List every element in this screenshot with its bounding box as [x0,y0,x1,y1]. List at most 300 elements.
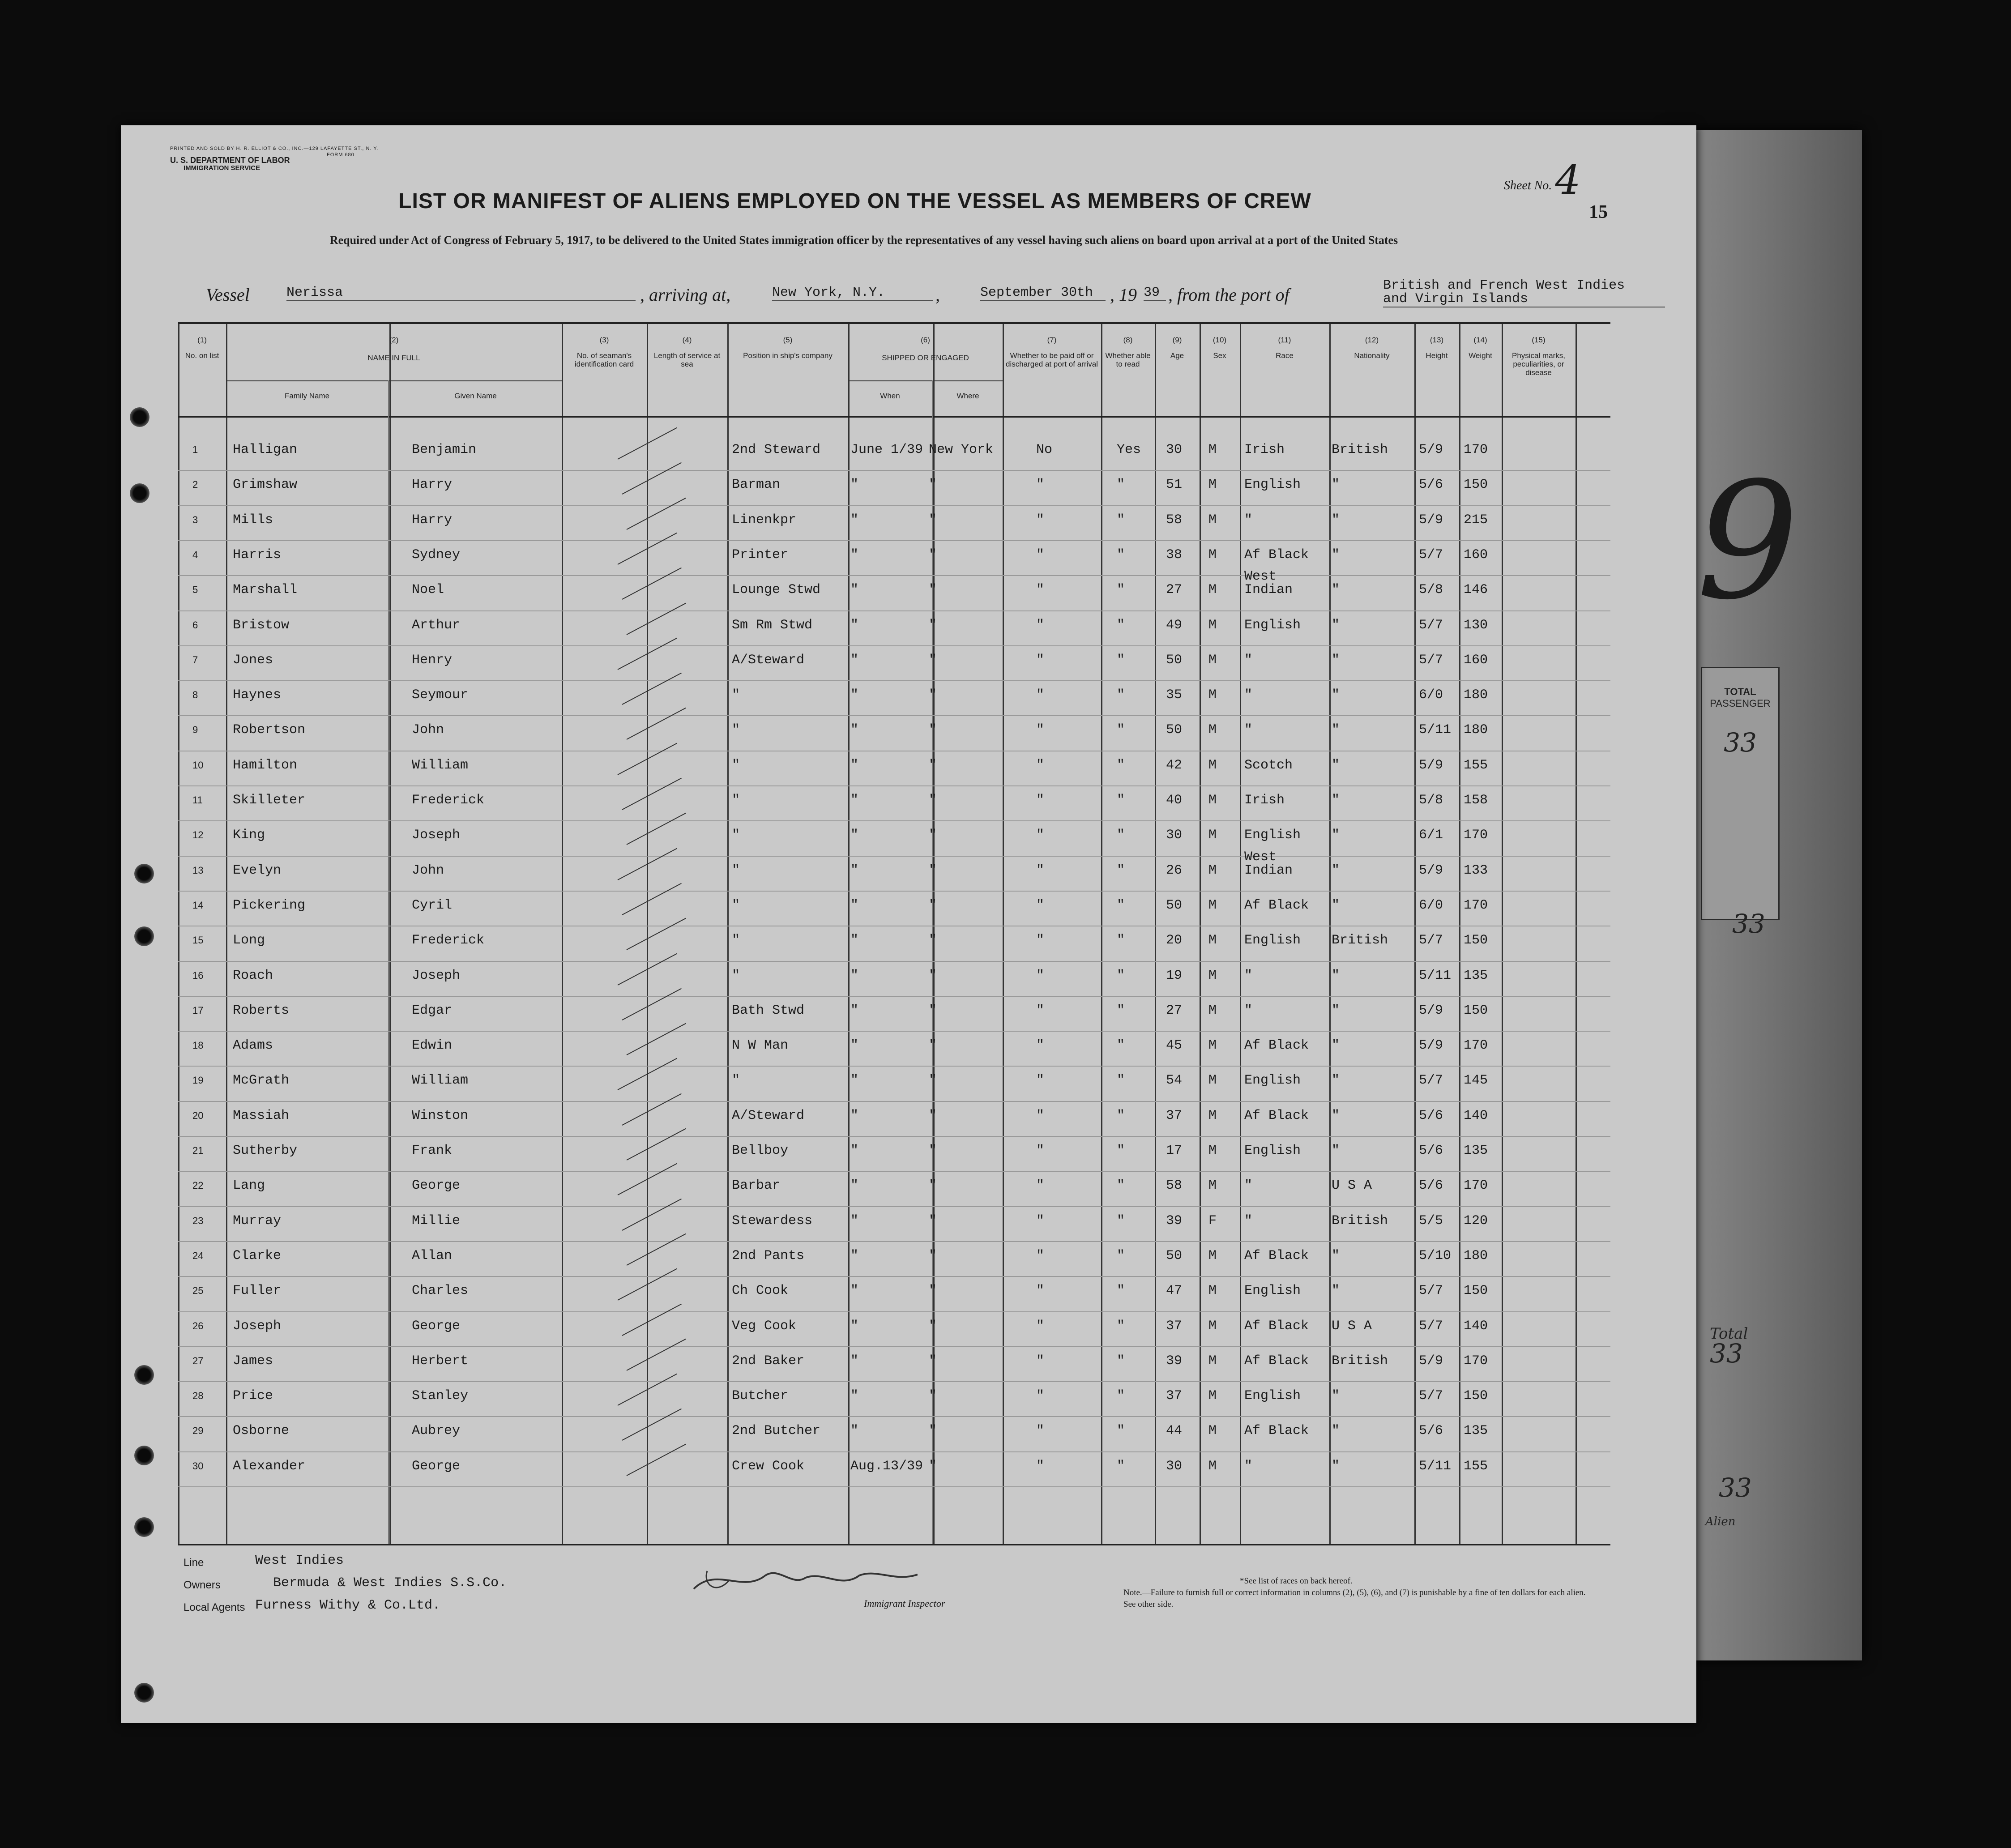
header-c13-number: (13) [1430,336,1444,344]
shipped-when: " [850,1283,859,1299]
shipped-when: " [850,1388,859,1404]
position: " [732,1073,740,1088]
race: " [1244,512,1253,528]
race: West Indian [1244,569,1293,598]
row-rule [178,1311,1610,1312]
shipped-when: " [850,687,859,703]
row-number: 4 [192,549,198,560]
given-name: Edwin [412,1038,453,1054]
sex: M [1208,1353,1217,1369]
nationality: " [1332,547,1340,563]
weight: 170 [1464,1038,1488,1054]
header-c3-number: (3) [599,336,609,344]
height: 5/7 [1419,1283,1443,1299]
nationality: " [1332,652,1340,668]
age: 38 [1166,547,1183,563]
shipped-when: " [850,1108,859,1123]
given-name: Winston [412,1108,469,1123]
family-name: Jones [233,652,273,668]
given-name: Stanley [412,1388,469,1404]
height: 5/7 [1419,933,1443,948]
nationality: U S A [1332,1178,1372,1194]
header-c8-number: (8) [1123,336,1133,344]
paid-off: " [1036,1388,1045,1404]
family-name: Harris [233,547,282,563]
shipped-where: " [929,1003,937,1018]
sheet-value: 4 [1555,157,1581,204]
paid-off: " [1036,1248,1045,1263]
shipped-where: " [929,687,937,703]
position: Bellboy [732,1143,789,1158]
row-number: 16 [192,969,204,981]
height: 5/9 [1419,512,1443,528]
total-count-1: 33 [1710,1338,1743,1369]
row-number: 26 [192,1320,204,1332]
sex: M [1208,1108,1217,1123]
shipped-when: " [850,757,859,773]
row-number: 8 [192,689,198,701]
header-c10-number: (10) [1213,336,1227,344]
nationality: " [1332,1423,1340,1439]
paid-off: " [1036,1353,1045,1369]
given-name: Arthur [412,617,461,633]
paid-off: " [1036,897,1045,913]
given-name: Noel [412,582,444,598]
header-c2: NAME IN FULL [367,354,420,362]
nationality: " [1332,512,1340,528]
header-c8: Whether able to read [1105,351,1151,368]
family-name: Clarke [233,1248,282,1263]
age: 37 [1166,1108,1183,1123]
row-number: 7 [192,654,198,666]
shipped-when: " [850,1038,859,1054]
row-rule [178,610,1610,611]
family-name: Sutherby [233,1143,298,1158]
row-number: 24 [192,1250,204,1261]
family-name: Hamilton [233,757,298,773]
row-number: 23 [192,1215,204,1226]
age: 47 [1166,1283,1183,1299]
paid-off: " [1036,1458,1045,1474]
weight: 158 [1464,793,1488,808]
sex: M [1208,1283,1217,1299]
weight: 150 [1464,477,1488,493]
race: English [1244,1388,1301,1404]
paid-off: " [1036,1283,1045,1299]
header-c6: SHIPPED OR ENGAGED [882,354,969,362]
able-to-read: " [1117,1073,1125,1088]
shipped-where: " [929,1108,937,1123]
given-name: Harry [412,477,453,493]
seaman-card-check-mark [627,1233,686,1266]
nationality: " [1332,1388,1340,1404]
row-rule [178,856,1610,857]
seaman-card-check-mark [627,1338,686,1370]
height: 5/7 [1419,1388,1443,1404]
paid-off: " [1036,477,1045,493]
shipped-when: " [850,477,859,493]
row-rule [178,891,1610,892]
shipped-when: " [850,652,859,668]
page-number: 15 [1589,202,1608,222]
nationality: " [1332,582,1340,598]
position: 2nd Steward [732,442,821,457]
family-name: Alexander [233,1458,306,1474]
header-c12: Nationality [1354,351,1390,360]
given-name: Joseph [412,828,461,843]
height: 5/8 [1419,793,1443,808]
shipped-where: " [929,722,937,738]
race: English [1244,1143,1301,1158]
position: Stewardess [732,1213,813,1229]
age: 35 [1166,687,1183,703]
punch-hole [134,1365,154,1385]
height: 5/7 [1419,1073,1443,1088]
height: 5/9 [1419,757,1443,773]
race: Af Black [1244,1038,1309,1054]
race: Af Black [1244,897,1309,913]
paid-off: " [1036,1038,1045,1054]
sex: M [1208,828,1217,843]
total-label: Total [1710,1325,1748,1343]
shipped-where: " [929,1423,937,1439]
tally-subtitle: PASSENGER [1710,698,1771,709]
position: Barman [732,477,781,493]
race: Scotch [1244,757,1293,773]
row-number: 5 [192,584,198,596]
header-where: Where [956,392,979,400]
race: " [1244,687,1253,703]
weight: 135 [1464,1143,1488,1158]
nationality: British [1332,1213,1388,1229]
position: Linenkpr [732,512,797,528]
tally-title: TOTAL [1724,686,1756,697]
able-to-read: " [1117,652,1125,668]
able-to-read: " [1117,1038,1125,1054]
age: 40 [1166,793,1183,808]
sex: M [1208,862,1217,878]
weight: 135 [1464,1423,1488,1439]
nationality: " [1332,477,1340,493]
weight: 170 [1464,442,1488,457]
paid-off: " [1036,793,1045,808]
paid-off: " [1036,652,1045,668]
header-c1-number: (1) [197,336,207,344]
header-c4: Length of service at sea [653,351,721,368]
punch-hole [134,926,154,946]
inspector-signature [689,1562,922,1598]
given-name: Aubrey [412,1423,461,1439]
given-name: Frank [412,1143,453,1158]
shipped-when: " [850,1213,859,1229]
sex: M [1208,757,1217,773]
header-c2-number: (2) [389,336,399,344]
sex: M [1208,617,1217,633]
sex: M [1208,1388,1217,1404]
race: " [1244,652,1253,668]
seaman-card-check-mark [627,497,686,529]
height: 5/9 [1419,862,1443,878]
position: Printer [732,547,789,563]
sex: F [1208,1213,1217,1229]
age: 54 [1166,1073,1183,1088]
seaman-card-check-mark [627,1023,686,1055]
row-rule [178,1451,1610,1452]
sex: M [1208,1178,1217,1194]
sex: M [1208,1003,1217,1018]
position: Bath Stwd [732,1003,805,1018]
header-c6-number: (6) [921,336,930,344]
race: Af Black [1244,1423,1309,1439]
seaman-card-check-mark [622,1303,682,1336]
sex: M [1208,1038,1217,1054]
shipped-where: " [929,1038,937,1054]
weight: 170 [1464,1353,1488,1369]
seaman-card-check-mark [627,1128,686,1161]
paid-off: " [1036,968,1045,983]
header-given-name: Given Name [454,392,497,400]
given-name: Edgar [412,1003,453,1018]
position: 2nd Butcher [732,1423,821,1439]
given-name: Seymour [412,687,469,703]
row-rule [178,1171,1610,1172]
note-races: *See list of races on back hereof. [1240,1576,1353,1586]
given-name: Harry [412,512,453,528]
family-name: Fuller [233,1283,282,1299]
height: 5/11 [1419,722,1452,738]
given-name: George [412,1178,461,1194]
row-rule [178,470,1610,471]
seaman-card-check-mark [627,602,686,635]
sex: M [1208,793,1217,808]
weight: 150 [1464,1003,1488,1018]
row-number: 10 [192,759,204,771]
age: 27 [1166,582,1183,598]
family-name: Roach [233,968,273,983]
sex: M [1208,1143,1217,1158]
sex: M [1208,547,1217,563]
row-number: 22 [192,1180,204,1191]
position: " [732,757,740,773]
row-number: 14 [192,899,204,911]
able-to-read: " [1117,1213,1125,1229]
header-c11: Race [1276,351,1294,360]
family-name: McGrath [233,1073,290,1088]
age: 37 [1166,1388,1183,1404]
height: 5/9 [1419,442,1443,457]
given-name: John [412,722,444,738]
row-rule [178,1486,1610,1487]
row-rule [178,1031,1610,1032]
paid-off: " [1036,1143,1045,1158]
height: 6/1 [1419,828,1443,843]
able-to-read: " [1117,617,1125,633]
row-number: 20 [192,1110,204,1121]
race: West Indian [1244,849,1293,878]
nationality: " [1332,1073,1340,1088]
able-to-read: " [1117,757,1125,773]
paid-off: " [1036,1178,1045,1194]
position: Crew Cook [732,1458,805,1474]
sex: M [1208,1248,1217,1263]
row-number: 17 [192,1004,204,1016]
nationality: British [1332,442,1388,457]
paid-off: " [1036,933,1045,948]
height: 5/11 [1419,968,1452,983]
age: 45 [1166,1038,1183,1054]
manifest-sheet: PRINTED AND SOLD BY H. R. ELLIOT & CO., INC.—129 LAFAYETTE ST., N. Y. FORM 680 U. S. DEPARTMENT OF LABOR IMMIGRATION SERVICE Sheet No. 4 15 LIST OR MANIFEST OF ALIENS EMPLOYED ON THE VESSEL AS MEMBERS OF CREW Required under Act of Congress of February 5, 1917, to be delivered to the United States immigration officer by the representatives of any vessel having such aliens on board upon arrival at a port of the United States Vessel Nerissa , arriving at, New York, N.Y. , September 30th , 19 39 , from the port of British and French West Indies and Virgin Islands (1) No. on list (2) NAME IN FULL (3) No. of seaman's identification card (4) Length of service at sea (5) Position in ship's company (6) SHIPPED OR ENGAGED (7) Whether to be paid off or discharged at port of arrival (8) Whether able to read (9) Age (10) Sex (11) Race (12) Nationality (13) Height (14) Weight (15) Physical marks, peculiarities, or disease Family Name Given Name When Where 1 Halligan Benjamin 2nd Steward June 1/39 New York No Yes 30 M Irish British 5/9 170 2 Grimshaw Harry Barman " " " " 51 M English " 5/6 150 3 Mills Harry Linenkpr " " " " 58 M " " 5/9 215 4 Harris Sydney Printer " " " " 38 M Af Black " 5/7 160 5 Marshall Noel Lounge Stwd " " " " 27 M West Indian " 5/8 146 6 Bristow Arthur Sm Rm Stwd " " " " 49 M English " 5/7 130 7 Jones Henry A/Steward " " " " 50 M " " 5/7 160 8 Haynes Seymour " " " " " 35 M " " 6/0 180 9 Robertson John " " " " " 50 M " " 5/11 180 10 Hamilton William " " " " " 42 M Scotch " 5/9 155 11 Skilleter Frederick " " " " " 40 M Irish " 5/8 158 12 King Joseph " " " " " 30 M English " 6/1 170 13 Evelyn John " " " " " 26 M West Indian " 5/9 133 14 Pickering Cyril " " " " " 50 M Af Black " 6/0 170 15 Long Frederick " " " " " 20 M English British 5/7 150 16 Roach Joseph " " " " " 19 M " " 5/11 135 17 Roberts Edgar Bath Stwd " " " " 27 M " " 5/9 150 18 Adams Edwin N W Man " " " " 45 M Af Black " 5/9 170 19 McGrath William " " " " " 54 M English " 5/7 145 20 Massiah Winston A/Steward " " " " 37 M Af Black " 5/6 140 21 Sutherby Frank Bellboy " " " " 17 M English " 5/6 135 22 Lang George Barbar " " " " 58 M " U S A 5/6 170 23 Murray Millie Stewardess " " " " 39 F " British 5/5 120 24 Clarke Allan 2nd Pants " " " " 50 M Af Black " 5/10 180 25 Fuller Charles Ch Cook " " " " 47 M English " 5/7 150 26 Joseph George Veg Cook " " " " 37 M Af Black U S A 5/7 140 27 James Herbert 2nd Baker " " " " 39 M Af Black British 5/9 170 28 Price Stanley Butcher " " " " 37 M English " 5/7 150 29 Osborne Aubrey 2nd Butcher " " " " 44 M Af Black " 5/6 135 30 Alexander George Crew Cook Aug.13/39 " " " 30 M " " 5/11 155 Line West Indies Owners Bermuda & West Indies S.S.Co. Local Agents Furness Withy & Co.Ltd. Immigrant Inspector *See list of races on back hereof. Note.—Failure to furnish full or correct information in columns (2), (5), (6), and (7) is punishable by a fine of ten dollars for each alien. See other side. [121,125,1696,1723]
family-name: Marshall [233,582,298,598]
race: Af Black [1244,1353,1309,1369]
shipped-where: " [929,933,937,948]
race: English [1244,933,1301,948]
sex: M [1208,1423,1217,1439]
nationality: " [1332,1143,1340,1158]
weight: 180 [1464,722,1488,738]
header-c13: Height [1426,351,1448,360]
header-c5: Position in ship's company [743,351,833,360]
given-name: Allan [412,1248,453,1263]
sex: M [1208,512,1217,528]
row-rule [178,1381,1610,1382]
position: Ch Cook [732,1283,789,1299]
position: " [732,722,740,738]
shipped-when: " [850,547,859,563]
table-bottom-rule [178,1544,1610,1545]
sex: M [1208,652,1217,668]
inspector-label: Immigrant Inspector [864,1598,945,1609]
paid-off: " [1036,828,1045,843]
height: 6/0 [1419,687,1443,703]
paid-off: " [1036,1073,1045,1088]
row-rule [178,1276,1610,1277]
weight: 135 [1464,968,1488,983]
seaman-card-check-mark [622,673,682,705]
header-c14-number: (14) [1473,336,1487,344]
family-name: Massiah [233,1108,290,1123]
height: 5/7 [1419,617,1443,633]
able-to-read: " [1117,1458,1125,1474]
row-number: 27 [192,1355,204,1366]
able-to-read: " [1117,582,1125,598]
paid-off: " [1036,512,1045,528]
shipped-where: " [929,1318,937,1334]
given-name: Henry [412,652,453,668]
shipped-when: " [850,862,859,878]
nationality: " [1332,1003,1340,1018]
race: Af Black [1244,547,1309,563]
age: 44 [1166,1423,1183,1439]
race: English [1244,1283,1301,1299]
row-rule [178,715,1610,716]
position: Barbar [732,1178,781,1194]
able-to-read: " [1117,1108,1125,1123]
nationality: " [1332,687,1340,703]
height: 5/6 [1419,1143,1443,1158]
given-name: Millie [412,1213,461,1229]
family-name: Pickering [233,897,306,913]
header-c5-number: (5) [783,336,793,344]
seaman-card-check-mark [622,1198,682,1230]
shipped-when: " [850,897,859,913]
arrival-date: September 30th [980,285,1106,301]
race: Irish [1244,793,1285,808]
position: " [732,897,740,913]
family-name: Price [233,1388,273,1404]
weight: 170 [1464,828,1488,843]
department-label: U. S. DEPARTMENT OF LABOR [170,156,290,165]
nationality: " [1332,1458,1340,1474]
header-top-rule [178,322,1610,324]
shipped-when: " [850,1353,859,1369]
nationality: " [1332,1283,1340,1299]
able-to-read: " [1117,933,1125,948]
race: " [1244,722,1253,738]
race: Af Black [1244,1318,1309,1334]
nationality: " [1332,897,1340,913]
punch-hole [134,864,154,883]
sex: M [1208,968,1217,983]
given-name: John [412,862,444,878]
sex: M [1208,477,1217,493]
nationality: " [1332,862,1340,878]
able-to-read: " [1117,722,1125,738]
able-to-read: " [1117,1318,1125,1334]
total-count-2-note: Alien [1705,1515,1736,1528]
row-number: 13 [192,864,204,876]
page-title: LIST OR MANIFEST OF ALIENS EMPLOYED ON THE VESSEL AS MEMBERS OF CREW [398,189,1311,213]
weight: 140 [1464,1108,1488,1123]
shipped-where: " [929,1388,937,1404]
punch-hole [134,1683,154,1703]
age: 58 [1166,1178,1183,1194]
shipped-when: " [850,793,859,808]
shipped-where: " [929,582,937,598]
position: N W Man [732,1038,789,1054]
seaman-card-check-mark [627,813,686,845]
height: 5/5 [1419,1213,1443,1229]
shipped-where: " [929,477,937,493]
row-number: 2 [192,479,198,491]
able-to-read: " [1117,1178,1125,1194]
height: 5/8 [1419,582,1443,598]
shipped-where: " [929,512,937,528]
weight: 140 [1464,1318,1488,1334]
shipped-where: " [929,617,937,633]
row-number: 21 [192,1145,204,1156]
race: " [1244,1213,1253,1229]
sex: M [1208,897,1217,913]
seaman-card-check-mark [627,1443,686,1476]
family-name: Joseph [233,1318,282,1334]
position: A/Steward [732,1108,805,1123]
punch-hole [134,1517,154,1537]
arriving-at: New York, N.Y. [772,285,933,301]
line-label: Line [184,1557,204,1569]
shipped-where: " [929,968,937,983]
race: " [1244,968,1253,983]
position: " [732,687,740,703]
row-rule [178,645,1610,646]
able-to-read: " [1117,1423,1125,1439]
position: Veg Cook [732,1318,797,1334]
header-c10: Sex [1213,351,1226,360]
sex: M [1208,1318,1217,1334]
shipped-when: " [850,582,859,598]
age: 30 [1166,442,1183,457]
weight: 170 [1464,897,1488,913]
paid-off: " [1036,722,1045,738]
